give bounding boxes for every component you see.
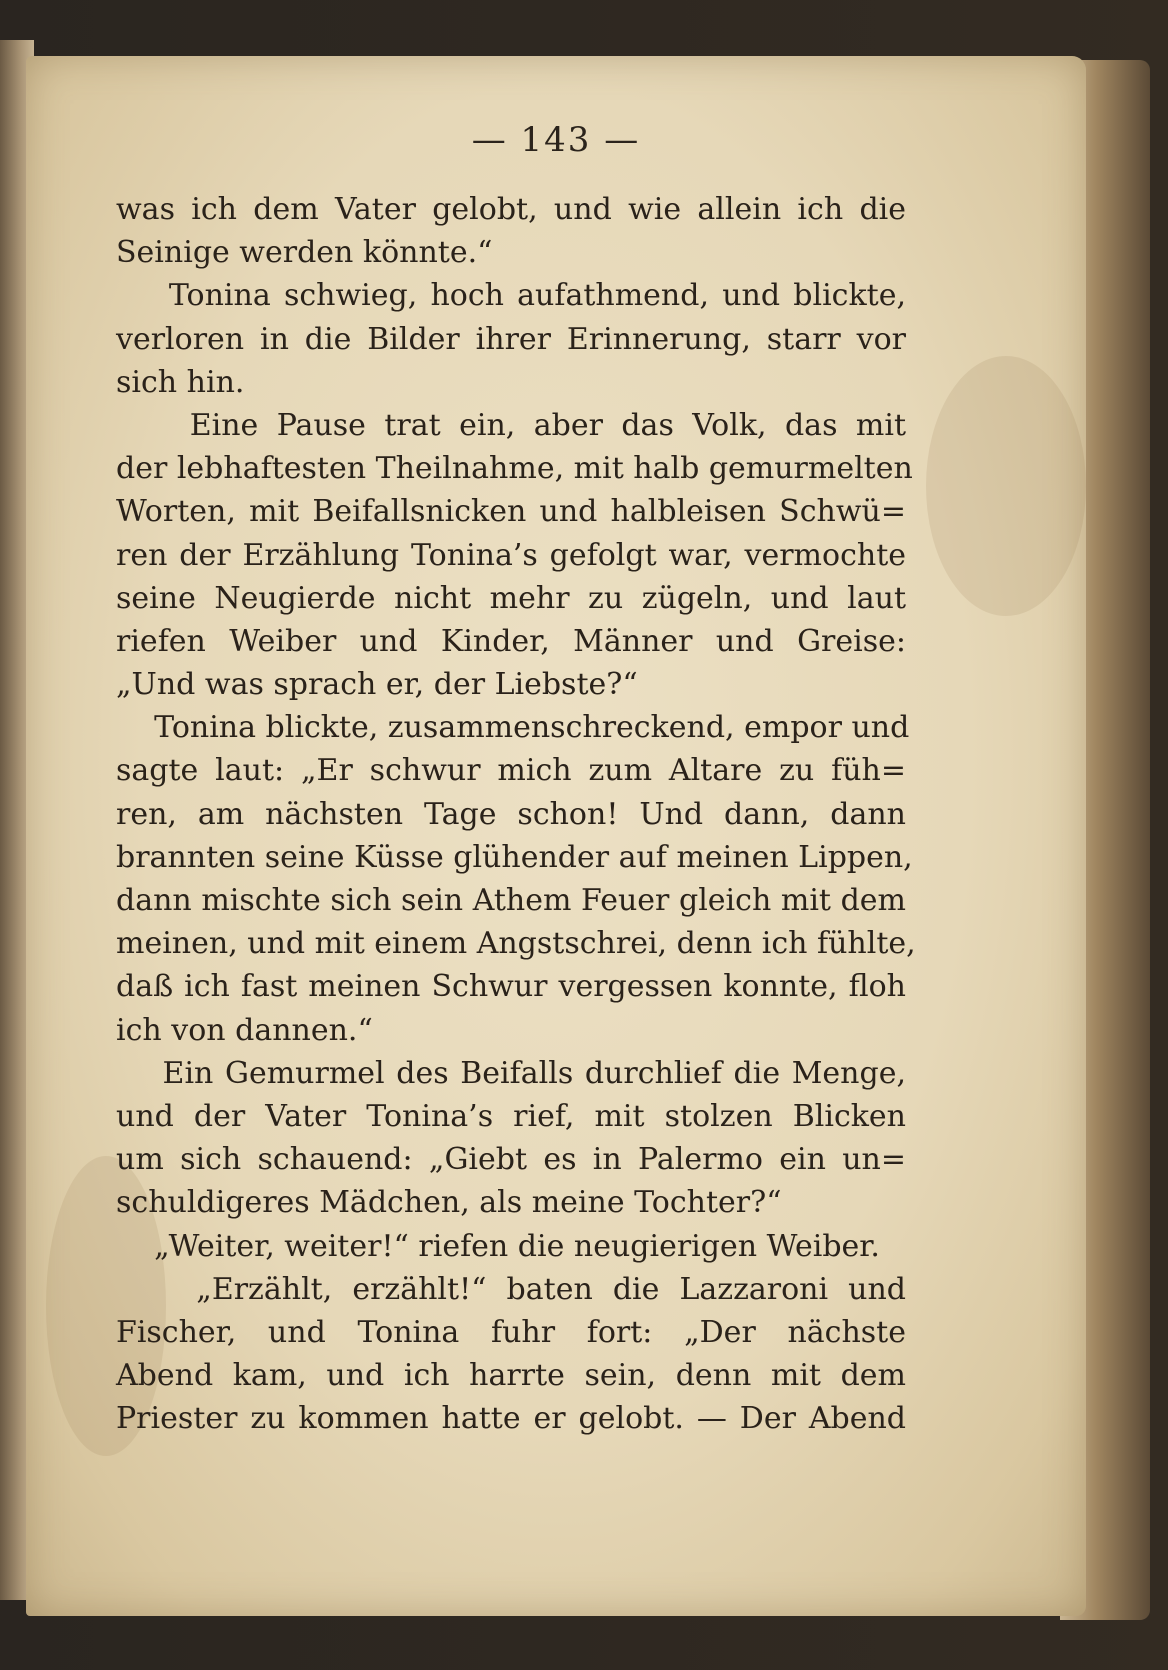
text-line: „Weiter, weiter!“ riefen die neugierigen Weiber. xyxy=(116,1228,880,1264)
text-line: daß ich fast meinen Schwur vergessen konnte, floh xyxy=(116,969,906,1005)
text-line: verloren in die Bilder ihrer Erinnerung, starr vor xyxy=(116,321,906,357)
text-line: ren der Erzählung Tonina’s gefolgt war, vermochte xyxy=(116,537,906,573)
text-line: Tonina schwieg, hoch aufathmend, und blickte, xyxy=(116,278,906,314)
text-line: riefen Weiber und Kinder, Männer und Greise: xyxy=(116,623,906,659)
text-line: Fischer, und Tonina fuhr fort: „Der nächste xyxy=(116,1314,906,1350)
text-line: was ich dem Vater gelobt, und wie allein ich die xyxy=(116,192,906,227)
text-line: meinen, und mit einem Angstschrei, denn ich fühlte, xyxy=(116,926,916,962)
text-line: um sich schauend: „Giebt es in Palermo ein un= xyxy=(116,1142,906,1178)
text-line: sich hin. xyxy=(116,364,245,400)
text-line: dann mischte sich sein Athem Feuer gleich mit dem xyxy=(116,883,906,918)
text-line: schuldigeres Mädchen, als meine Tochter?“ xyxy=(116,1185,782,1221)
text-line: Ein Gemurmel des Beifalls durchlief die Menge, xyxy=(116,1055,906,1091)
text-line: „Und was sprach er, der Liebste?“ xyxy=(116,667,638,703)
text-line: Tonina blickte, zusammenschreckend, empor und xyxy=(116,710,910,746)
paper-stain xyxy=(926,356,1086,616)
text-line: brannten seine Küsse glühender auf meinen Lippen, xyxy=(116,839,913,875)
text-line: Worten, mit Beifallsnicken und halbleisen Schwü= xyxy=(116,494,906,530)
text-line: und der Vater Tonina’s rief, mit stolzen Blicken xyxy=(116,1098,906,1134)
text-line: Priester zu kommen hatte er gelobt. — Der Abend xyxy=(116,1401,906,1437)
text-line: ren, am nächsten Tage schon! Und dann, dann xyxy=(116,796,906,832)
page-number: — 143 — xyxy=(471,120,641,160)
text-line: ich von dannen.“ xyxy=(116,1012,373,1048)
text-line: seine Neugierde nicht mehr zu zügeln, und laut xyxy=(116,580,906,616)
body-text xyxy=(116,188,916,1440)
text-line: Eine Pause trat ein, aber das Volk, das mit xyxy=(116,407,906,443)
book-page xyxy=(26,56,1086,1616)
text-line: der lebhaftesten Theilnahme, mit halb gemurmelten xyxy=(116,451,913,487)
text-line: Abend kam, und ich harrte sein, denn mit dem xyxy=(116,1358,906,1394)
text-line: Seinige werden könnte.“ xyxy=(116,235,493,271)
text-line: sagte laut: „Er schwur mich zum Altare zu füh= xyxy=(116,753,906,789)
text-line: „Erzählt, erzählt!“ baten die Lazzaroni und xyxy=(116,1271,906,1307)
